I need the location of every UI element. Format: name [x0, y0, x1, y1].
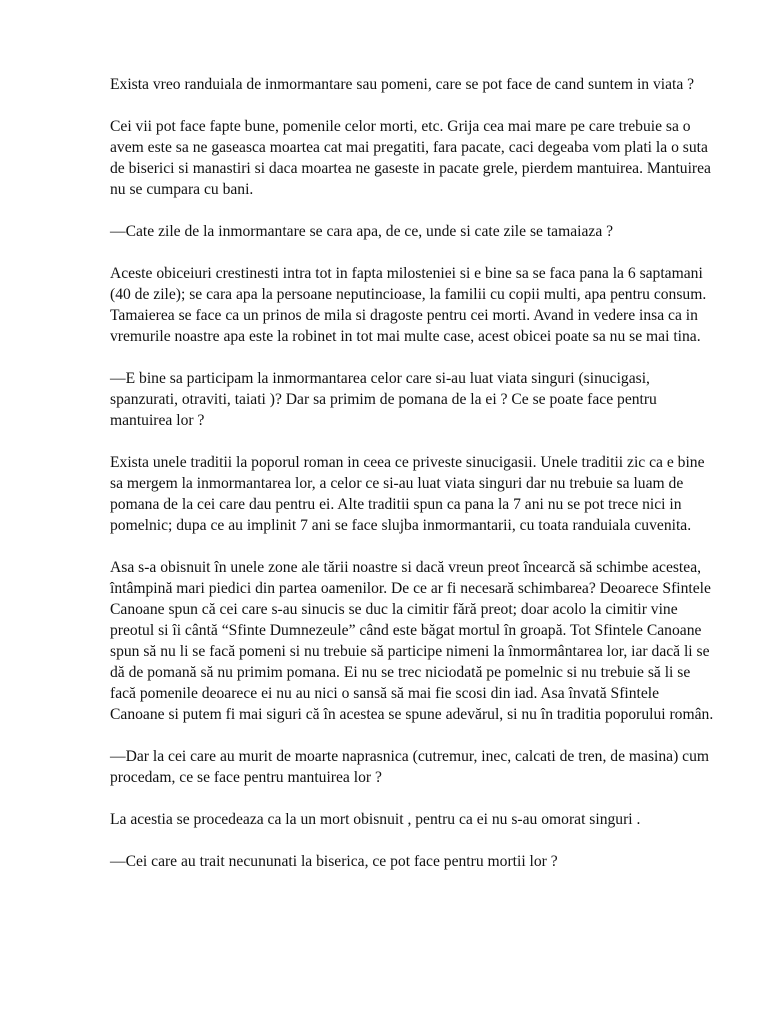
answer-paragraph: La acestia se procedeaza ca la un mort obisnuit , pentru ca ei nu s-au omorat singuri .: [110, 811, 641, 828]
question-paragraph: —Cate zile de la inmormantare se cara apa, de ce, unde si cate zile se tamaiaza ?: [110, 223, 614, 240]
question-paragraph: —E bine sa participam la inmormantarea celor care si-au luat viata singuri (sinucigasi, spanzurati, otraviti, taiati )? Dar sa primim de pomana de la ei ? Ce se poate face pentru mantuirea lor ?: [110, 370, 657, 429]
question-paragraph: —Dar la cei care au murit de moarte naprasnica (cutremur, inec, calcati de tren, de masina) cum procedam, ce se face pentru mantuirea lor ?: [110, 748, 710, 786]
answer-paragraph: Aceste obiceiuri crestinesti intra tot in fapta milosteniei si e bine sa se faca pana la 6 saptamani (40 de zile); se cara apa la persoane neputincioase, la familii cu copii multi, apa pentru consum. Tamaierea se face ca un prinos de mila si dragoste pentru cei morti. Avand in vedere insa ca in vremurile noastre apa este la robinet in tot mai multe case, acest obicei poate sa nu se mai tina.: [110, 265, 707, 345]
question-paragraph: —Cei care au trait necununati la biserica, ce pot face pentru mortii lor ?: [110, 853, 558, 870]
answer-paragraph: Cei vii pot face fapte bune, pomenile celor morti, etc. Grija cea mai mare pe care trebuie sa o avem este sa ne gaseasca moartea cat mai pregatiti, fara pacate, caci degeaba vom plati la o suta de biserici si manastiri si daca moartea ne gaseste in pacate grele, pierdem mantuirea. Mantuirea nu se cumpara cu bani.: [110, 118, 711, 198]
answer-paragraph: Asa s-a obisnuit în unele zone ale tării noastre si dacă vreun preot încearcă să schimbe acestea, întâmpină mari piedici din partea oamenilor. De ce ar fi necesară schimbarea? Deoarece Sfintele Canoane spun că cei care s-au sinucis se duc la cimitir fără preot; doar acolo la cimitir vine preotul si îi cântă “Sfinte Dumnezeule” când este băgat mortul în groapă. Tot Sfintele Canoane spun să nu li se facă pomeni si nu trebuie să participe nimeni la înmormântarea lor, iar dacă li se dă de pomană să nu primim pomana. Ei nu se trec niciodată pe pomelnic si nu trebuie să li se facă pomenile deoarece ei nu au nici o sansă să mai fie scosi din iad. Asa învată Sfintele Canoane si putem fi mai siguri că în acestea se spune adevărul, si nu în traditia poporului român.: [110, 559, 714, 723]
question-paragraph: Exista vreo randuiala de inmormantare sau pomeni, care se pot face de cand suntem in viata ?: [110, 76, 695, 93]
document-body: [110, 74, 716, 893]
answer-paragraph: Exista unele traditii la poporul roman in ceea ce priveste sinucigasii. Unele traditii zic ca e bine sa mergem la inmormantarea lor, a celor ce si-au luat viata singuri dar nu trebuie sa luam de pomana de la cei care dau pentru ei. Alte traditii spun ca pana la 7 ani nu se pot trece nici in pomelnic; dupa ce au implinit 7 ani se face slujba inmormantarii, cu toata randuiala cuvenita.: [110, 454, 705, 534]
